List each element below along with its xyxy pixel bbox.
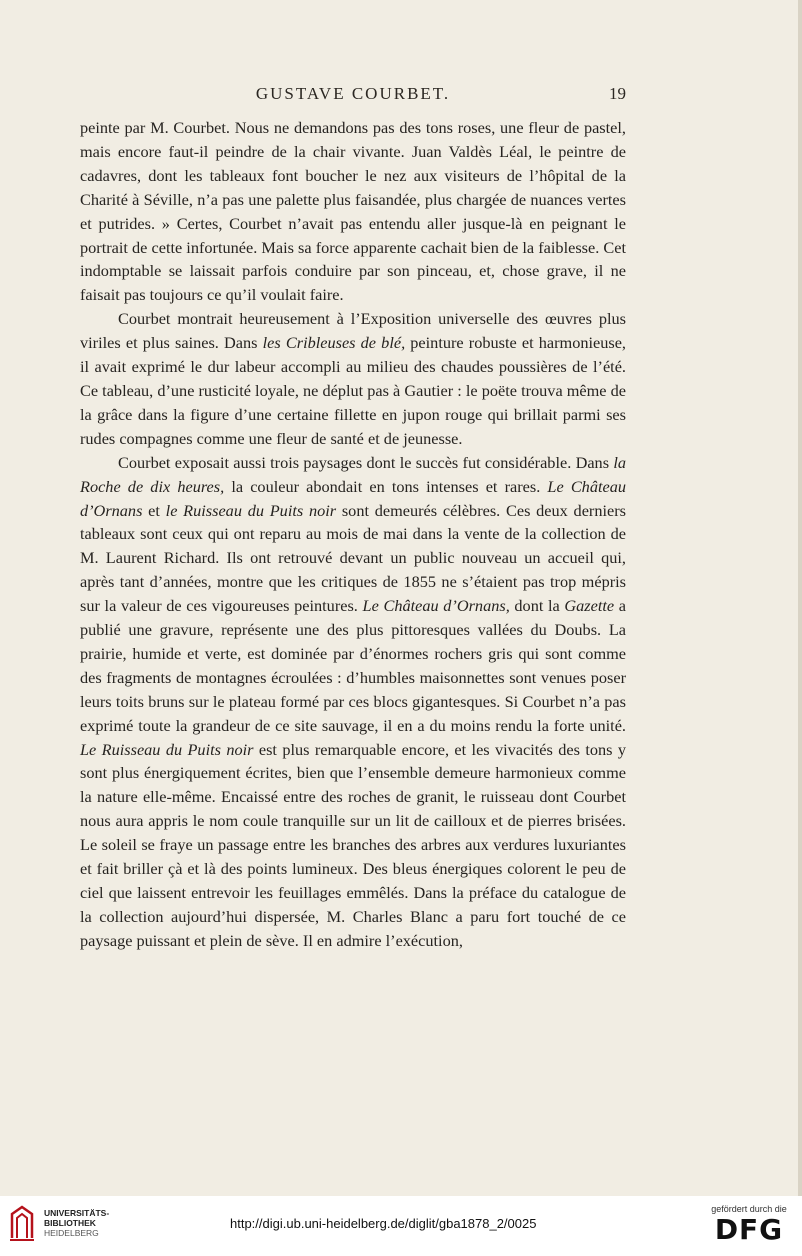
page-number: 19 (609, 84, 626, 103)
text-run: sont demeurés célèbres. Ces deux derniers tableaux sont ceux qui ont reparu au mois de mai dans la vente de la collection de M. Laurent Richard. Ils ont retrouvé devant un public nouveau un accueil qui, après tant d’années, montre que les critiques de 1855 ne s’étaient pas trop mépris sur la valeur de ces vigoureuses peintures. (80, 500, 626, 616)
body-text (80, 116, 626, 953)
funder-label: gefördert durch die (711, 1204, 787, 1214)
permalink-url[interactable]: http://digi.ub.uni-heidelberg.de/diglit/gba1878_2/0025 (230, 1216, 537, 1231)
dfg-logo-icon: DFG (714, 1213, 784, 1246)
running-head (80, 84, 626, 108)
italic-title: Le Château d’Ornans, (362, 596, 510, 616)
text-run: peinture robuste et harmonieuse, il avait exprimé le dur labeur accompli au milieu des chaudes poussières de l’été. Ce tableau, d’une rusticité loyale, ne déplut pas à Gautier : le poëte trouva même de la grâce dans la figure d’une certaine fillette en jupon rouge qui brillait parmi ses rudes compagnes comme une fleur de santé et de jeunesse. (80, 333, 626, 448)
dfg-credit[interactable] (706, 1204, 792, 1246)
viewer-footer (0, 1196, 802, 1256)
library-name-line-2: BIBLIOTHEK (44, 1218, 96, 1228)
paragraph (80, 451, 626, 953)
text-run: la couleur abondait en tons intenses et rares. (224, 476, 548, 496)
paragraph (80, 116, 626, 307)
text-run: Courbet exposait aussi trois paysages dont le succès fut considérable. Dans (118, 452, 614, 472)
running-head-title: GUSTAVE COURBET. (255, 84, 451, 103)
library-name (44, 1208, 109, 1238)
text-run: Courbet montrait heureusement à l’Exposition universelle des œuvres plus viriles et plus saines. Dans (80, 309, 626, 353)
page-edge (798, 0, 802, 1196)
text-run: a publié une gravure, représente une des plus pittoresques vallées du Doubs. La prairie, humide et verte, est dominée par d’énormes rochers gris qui sont comme des fragments de montagnes écroulées : d’humbles maisonnettes sont venues poser leurs toits bruns sur le plateau formé par ces blocs gigantesques. Si Courbet n’a pas exprimé toute la grandeur de ce site sauvage, il en a du moins rendu la forte unité. (80, 596, 627, 735)
text-run: dont la (509, 596, 565, 616)
italic-title: Gazette (564, 596, 615, 616)
italic-title: Le Ruisseau du Puits noir (80, 739, 254, 759)
text-run: et (142, 500, 166, 520)
italic-title: le Ruisseau du Puits noir (165, 500, 337, 520)
italic-title: la Roche de dix heures, (80, 452, 626, 496)
library-name-line-1: UNIVERSITÄTS- (44, 1208, 110, 1218)
text-run: est plus remarquable encore, et les vivacités des tons y sont plus énergiquement écrites, bien que l’ensemble demeure harmonieux comme la nature elle-même. Encaissé entre des roches de granit, le ruisseau dont Courbet nous aura appris le nom coule tranquille sur un lit de cailloux et de pierres brisées. Le soleil se fraye un passage entre les branches des arbres aux verdures luxuriantes et fait briller çà et là des points lumineux. Des bleus énergiques colorent le peu de ciel que laissent entrevoir les feuillages emmêlés. Dans la préface du catalogue de la collection aujourd’hui dispersée, M. Charles Blanc a paru fort touché de ce paysage puissant et plein de sève. Il en admire l’exécution, (80, 739, 626, 950)
university-library-logo-icon[interactable] (8, 1204, 36, 1242)
italic-title: les Cribleuses de blé, (262, 333, 406, 353)
library-name-line-3: HEIDELBERG (44, 1228, 99, 1238)
paragraph (80, 307, 626, 450)
text-run: peinte par M. Courbet. Nous ne demandons pas des tons roses, une fleur de pastel, mais encore faut-il peindre de la chair vivante. Juan Valdès Léal, le peintre de cadavres, dont les tableaux font boucher le nez aux visiteurs de l’hôpital de la Charité à Séville, n’a pas une palette plus faisandée, plus chargée de nuances vertes et putrides. » Certes, Courbet n’avait pas entendu aller jusque-là en peignant le portrait de cette infortunée. Mais sa force apparente cachait bien de la faiblesse. Cet indomptable se laissait parfois conduire par son pinceau, et, chose grave, il ne faisait pas toujours ce qu’il voulait faire. (80, 118, 626, 305)
italic-title: Le Château d’Ornans (80, 476, 626, 520)
